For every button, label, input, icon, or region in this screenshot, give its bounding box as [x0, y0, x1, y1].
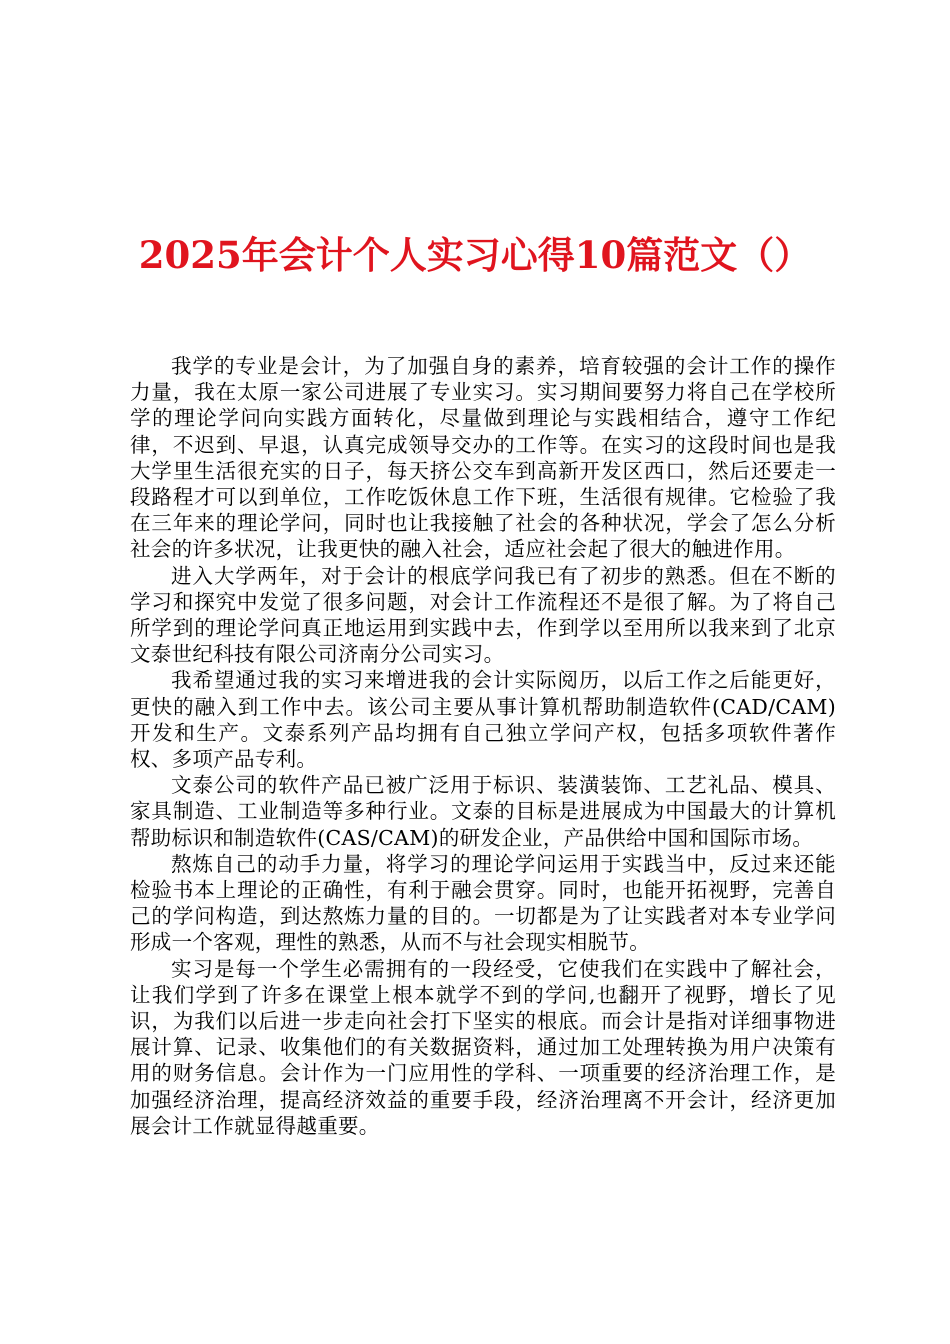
paragraph: 实习是每一个学生必需拥有的一段经受，它使我们在实践中了解社会，让我们学到了许多在课堂上根本就学不到的学问,也翻开了视野，增长了见识，为我们以后进一步走向社会打下坚实的根底。而会计是指对详细事物进展计算、记录、收集他们的有关数据资料，通过加工处理转换为用户决策有用的财务信息。会计作为一门应用性的学科、一项重要的经济治理工作，是加强经济治理，提高经济效益的重要手段，经济治理离不开会计，经济更加展会计工作就显得越重要。	[130, 956, 836, 1138]
paragraph: 我希望通过我的实习来增进我的会计实际阅历，以后工作之后能更好，更快的融入到工作中去。该公司主要从事计算机帮助制造软件(CAD/CAM)开发和生产。文泰系列产品均拥有自己独立学问产权，包括多项软件著作权、多项产品专利。	[130, 668, 836, 772]
paragraph: 进入大学两年，对于会计的根底学问我已有了初步的熟悉。但在不断的学习和探究中发觉了很多问题，对会计工作流程还不是很了解。为了将自己所学到的理论学问真正地运用到实践中去，作到学以至用所以我来到了北京文泰世纪科技有限公司济南分公司实习。	[130, 563, 836, 667]
paragraph: 熬炼自己的动手力量，将学习的理论学问运用于实践当中，反过来还能检验书本上理论的正确性，有利于融会贯穿。同时，也能开拓视野，完善自己的学问构造，到达熬炼力量的目的。一切都是为了让实践者对本专业学问形成一个客观，理性的熟悉，从而不与社会现实相脱节。	[130, 851, 836, 955]
paragraph: 我学的专业是会计，为了加强自身的素养，培育较强的会计工作的操作力量，我在太原一家公司进展了专业实习。实习期间要努力将自己在学校所学的理论学问向实践方面转化，尽量做到理论与实践相结合，遵守工作纪律，不迟到、早退，认真完成领导交办的工作等。在实习的这段时间也是我大学里生活很充实的日子，每天挤公交车到高新开发区西口，然后还要走一段路程才可以到单位，工作吃饭休息工作下班，生活很有规律。它检验了我在三年来的理论学问，同时也让我接触了社会的各种状况，学会了怎么分析社会的许多状况，让我更快的融入社会，适应社会起了很大的触进作用。	[130, 354, 836, 562]
document-body	[130, 353, 836, 1139]
paragraph: 文泰公司的软件产品已被广泛用于标识、装潢装饰、工艺礼品、模具、家具制造、工业制造等多种行业。文泰的目标是进展成为中国最大的计算机帮助标识和制造软件(CAS/CAM)的研发企业，产品供给中国和国际市场。	[130, 773, 836, 850]
document-title: 2025年会计个人实习心得10篇范文（）	[138, 232, 812, 277]
